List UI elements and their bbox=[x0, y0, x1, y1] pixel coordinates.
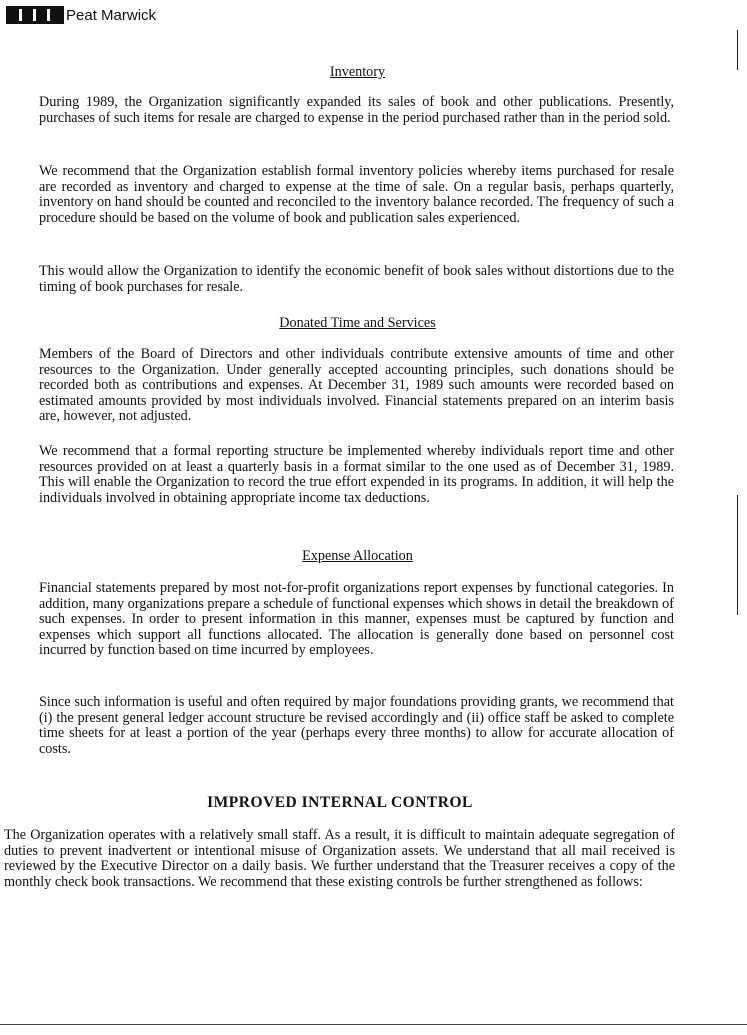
section-heading-expense: Expense Allocation bbox=[302, 548, 413, 564]
internal-control-paragraph-1: The Organization operates with a relatively small staff. As a result, it is difficult to maintain adequate segregation of duties to prevent inadvertent or intentional misuse of Organization assets. We understand that all mail received is reviewed by the Executive Director on a daily basis. We further understand that the Treasurer receives a copy of the monthly check book transactions. We recommend that these existing controls be further strengthened as follows: bbox=[4, 827, 675, 890]
inventory-paragraph-2: We recommend that the Organization establish formal inventory policies whereby items purchased for resale are recorded as inventory and charged to expense at the time of sale. On a regular basis, perhaps quarterly, inventory on hand should be counted and reconciled to the inventory balance recorded. The frequency of such a procedure should be based on the volume of book and publication sales experienced. bbox=[39, 163, 674, 226]
inventory-paragraph-3: This would allow the Organization to identify the economic benefit of book sales without distortions due to the timing of book purchases for resale. bbox=[39, 263, 674, 295]
expense-paragraph-1: Financial statements prepared by most not-for-profit organizations report expenses by functional categories. In addition, many organizations prepare a schedule of functional expenses which shows in detail the breakdown of such expenses. In order to present information in this manner, expenses must be captured by function and expenses which support all functions allocated. The allocation is generally done based on personnel cost incurred by function based on time incurred by employees. bbox=[39, 580, 674, 659]
section-heading-internal-control: IMPROVED INTERNAL CONTROL bbox=[207, 794, 473, 811]
scan-edge-mark bbox=[737, 495, 738, 615]
kpmg-logo-mark bbox=[6, 6, 64, 24]
firm-logo bbox=[6, 6, 156, 24]
scan-edge-mark bbox=[737, 30, 738, 70]
section-heading-inventory: Inventory bbox=[329, 64, 386, 80]
section-heading-donated: Donated Time and Services bbox=[279, 315, 436, 331]
donated-paragraph-1: Members of the Board of Directors and other individuals contribute extensive amounts of time and other resources to the Organization. Under generally accepted accounting principles, such donations should be recorded both as contributions and expenses. At December 31, 1989 such amounts were recorded based on estimated amounts provided by most individuals involved. Financial statements prepared on an interim basis are, however, not adjusted. bbox=[39, 346, 674, 425]
page-bottom-rule bbox=[0, 1024, 747, 1025]
donated-paragraph-2: We recommend that a formal reporting structure be implemented whereby individuals report time and other resources provided on at least a quarterly basis in a format similar to the one used as of December 31, 1989. This will enable the Organization to record the true effort expended in its programs. In addition, it will help the individuals involved in obtaining appropriate income tax deductions. bbox=[39, 443, 674, 506]
expense-paragraph-2: Since such information is useful and often required by major foundations providing grants, we recommend that (i) the present general ledger account structure be revised accordingly and (ii) office staff be asked to complete time sheets for at least a portion of the year (perhaps every three months) to allow for accurate allocation of costs. bbox=[39, 694, 674, 757]
inventory-paragraph-1: During 1989, the Organization significantly expanded its sales of book and other publications. Presently, purchases of such items for resale are charged to expense in the period purchased rather than in the period sold. bbox=[39, 94, 674, 126]
firm-name: Peat Marwick bbox=[66, 6, 157, 24]
